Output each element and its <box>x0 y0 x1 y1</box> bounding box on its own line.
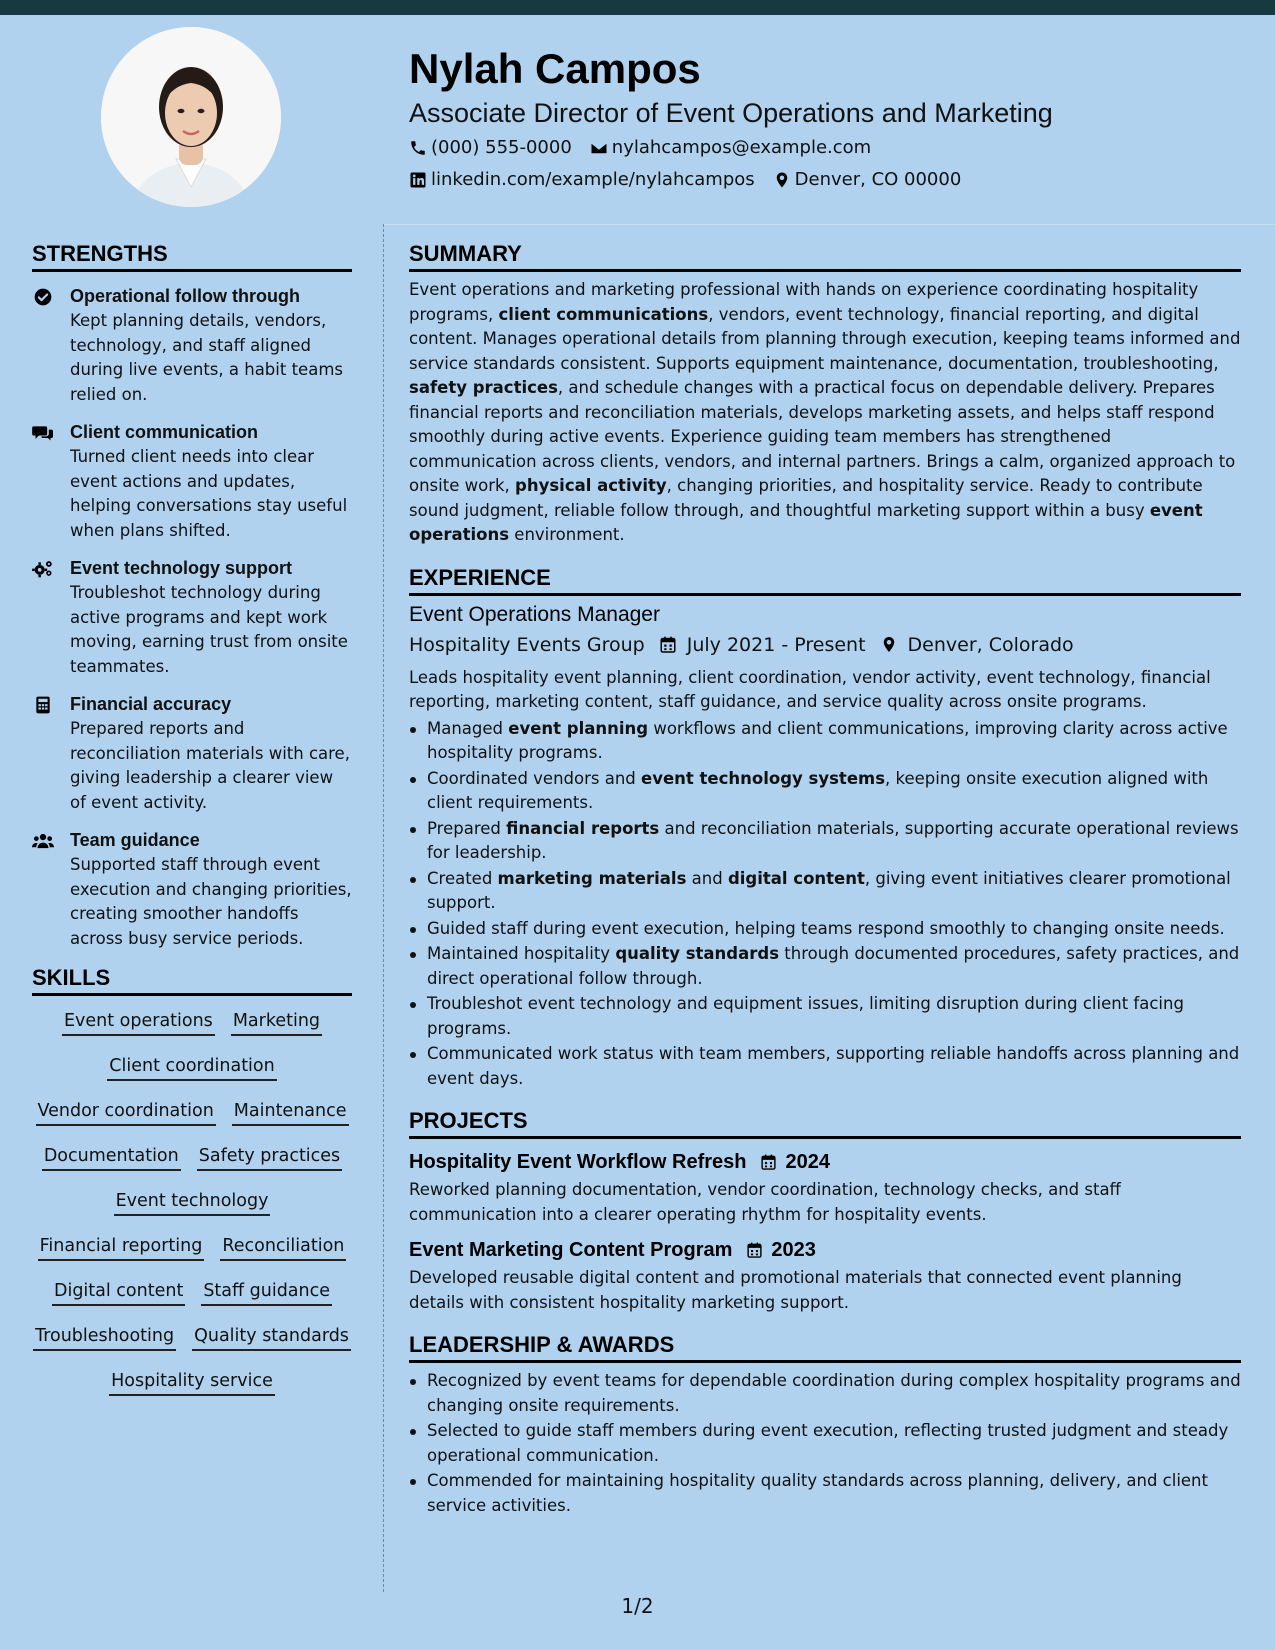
strength-title: Client communication <box>70 422 259 442</box>
skill-row <box>32 1053 352 1098</box>
leadership-bullet: Recognized by event teams for dependable coordination during complex hospitality programs and changing onsite requirements. <box>409 1369 1241 1418</box>
text-run: Prepared <box>427 818 507 838</box>
left-column <box>32 240 352 1413</box>
skill-row <box>32 1323 352 1368</box>
experience-bullet <box>409 992 1241 1041</box>
experience-bullet <box>409 1042 1241 1091</box>
map-pin-icon <box>880 635 898 654</box>
skill-row <box>32 1368 352 1413</box>
bold-keyword: quality standards <box>615 944 780 963</box>
contact-row-1 <box>409 132 1249 164</box>
project-header <box>409 1235 1241 1265</box>
strength-title: Financial accuracy <box>70 694 232 714</box>
job-location-text: Denver, Colorado <box>907 633 1074 656</box>
project-description: Developed reusable digital content and promotional materials that connected event planning details with consistent hospitality marketing support. <box>409 1268 1182 1312</box>
header-divider <box>384 224 1275 225</box>
skills-heading: SKILLS <box>32 964 352 996</box>
strength-item <box>32 692 352 815</box>
phone-number: (000) 555-0000 <box>431 137 572 158</box>
linkedin-icon <box>409 171 427 189</box>
experience-bullet <box>409 767 1241 816</box>
dates-text: July 2021 - Present <box>686 633 866 656</box>
bold-keyword: event technology systems <box>641 768 886 788</box>
skill-row <box>32 1278 352 1323</box>
location-contact <box>773 164 962 196</box>
strength-description: Troubleshot technology during active programs and kept work moving, earning trust from onsite teammates. <box>70 583 348 676</box>
text-run: through documented procedures, safety practices, and direct operational follow through. <box>427 944 1240 988</box>
text-run: , giving event initiatives clearer promotional support. <box>427 868 1231 912</box>
text-run: and <box>686 868 728 888</box>
linkedin-contact[interactable] <box>409 164 755 196</box>
profile-photo <box>101 27 281 207</box>
skill-chip: Quality standards <box>192 1323 351 1351</box>
project-title: Hospitality Event Workflow Refresh <box>409 1151 747 1173</box>
job-location <box>880 630 1074 660</box>
text-run: environment. <box>509 525 625 544</box>
bold-keyword: physical activity <box>515 476 667 495</box>
skill-chip: Maintenance <box>232 1098 349 1126</box>
project-year: 2024 <box>785 1151 830 1173</box>
skill-chip: Financial reporting <box>38 1233 205 1261</box>
strength-item <box>32 284 352 407</box>
skill-chip: Staff guidance <box>201 1278 332 1306</box>
map-pin-icon <box>773 171 791 189</box>
experience-description: Leads hospitality event planning, client coordination, vendor activity, event technology, financial reporting, marketing content, staff guidance, and service quality across onsite programs. <box>409 667 1211 711</box>
strength-title: Operational follow through <box>70 286 300 306</box>
skill-chip: Client coordination <box>107 1053 276 1081</box>
experience-job-title: Event Operations Manager <box>409 602 660 626</box>
employment-dates <box>659 630 866 660</box>
skill-chip: Marketing <box>231 1008 322 1036</box>
phone-icon <box>409 139 427 157</box>
text-run: workflows and client communications, improving clarity across active hospitality programs. <box>427 718 1228 762</box>
text-run: Maintained hospitality <box>427 944 616 963</box>
strength-description: Prepared reports and reconciliation materials with care, giving leadership a clearer view of event activity. <box>70 719 350 812</box>
envelope-icon <box>590 139 608 157</box>
text-run: Coordinated vendors and <box>427 768 642 788</box>
strength-title: Event technology support <box>70 558 293 578</box>
calendar-icon <box>746 1241 763 1259</box>
text-run: , keeping onsite execution aligned with client requirements. <box>427 768 1209 812</box>
contact-row-2 <box>409 164 1249 196</box>
phone-contact <box>409 132 572 164</box>
summary-heading: SUMMARY <box>409 240 1241 272</box>
strength-title: Team guidance <box>70 830 200 850</box>
strength-description: Supported staff through event execution and changing priorities, creating smoother handoffs across busy service periods. <box>70 855 352 948</box>
bold-keyword: event operations <box>409 500 1203 544</box>
experience-bullet <box>409 942 1241 991</box>
experience-bullets <box>409 717 1241 1092</box>
skill-row <box>32 1143 352 1188</box>
summary-text <box>409 278 1241 548</box>
experience-bullet <box>409 717 1241 766</box>
people-group-icon <box>32 828 70 951</box>
skill-chip: Vendor coordination <box>36 1098 216 1126</box>
skill-chip: Reconciliation <box>220 1233 346 1261</box>
strength-description: Kept planning details, vendors, technology, and staff aligned during live events, a habit teams relied on. <box>70 311 343 404</box>
skill-row <box>32 1008 352 1053</box>
project-title: Event Marketing Content Program <box>409 1239 733 1261</box>
text-run: Managed <box>427 718 509 738</box>
text-run: and reconciliation materials, supporting accurate operational reviews for leadership. <box>427 818 1239 862</box>
experience-meta <box>409 630 1241 660</box>
chat-bubbles-icon <box>32 420 70 543</box>
project-item <box>409 1235 1241 1315</box>
skill-chip: Event technology <box>114 1188 271 1216</box>
text-run: , and schedule changes with a practical focus on dependable delivery. Prepares financial reports and reconciliation materials, develops marketing assets, and helps staff respond smoothly during active events. Experience guiding team members has strengthened communication across clients, vendors, and internal partners. Brings a calm, organized approach to onsite work, <box>409 378 1236 495</box>
skill-chip: Troubleshooting <box>33 1323 176 1351</box>
strength-item <box>32 420 352 543</box>
job-title-headline: Associate Director of Event Operations and Marketing <box>409 98 1053 128</box>
experience-heading: EXPERIENCE <box>409 564 1241 596</box>
project-header <box>409 1147 1241 1177</box>
bold-keyword: event planning <box>508 718 649 738</box>
bold-keyword: marketing materials <box>497 868 687 888</box>
strength-item <box>32 828 352 951</box>
page-number: 1/2 <box>621 1594 654 1618</box>
text-run: Created <box>427 868 498 888</box>
strength-item <box>32 556 352 679</box>
experience-bullet <box>409 867 1241 916</box>
gears-icon <box>32 556 70 679</box>
experience-bullet <box>409 917 1241 942</box>
check-circle-icon <box>32 284 70 407</box>
location-text: Denver, CO 00000 <box>794 169 962 190</box>
bold-keyword: safety practices <box>409 378 558 397</box>
skill-chip: Hospitality service <box>109 1368 275 1396</box>
text-run: Event operations and marketing professional with hands on experience coordinating hospitality programs, <box>409 280 1199 324</box>
bold-keyword: financial reports <box>506 818 660 838</box>
right-column <box>409 240 1241 1519</box>
project-year: 2023 <box>771 1239 816 1261</box>
leadership-bullet: Commended for maintaining hospitality quality standards across planning, delivery, and client service activities. <box>409 1469 1241 1518</box>
strengths-heading: STRENGTHS <box>32 240 352 272</box>
resume-header <box>409 40 1249 196</box>
strengths-list <box>32 284 352 951</box>
projects-heading: PROJECTS <box>409 1107 1241 1139</box>
column-divider <box>383 224 384 1592</box>
bold-keyword: digital content <box>727 868 865 888</box>
skills-list <box>32 1008 352 1413</box>
text-run: , changing priorities, and hospitality service. Ready to contribute sound judgment, reliable follow through, and thoughtful marketing support within a busy <box>409 476 1203 520</box>
company-text: Hospitality Events Group <box>409 633 645 656</box>
email-contact[interactable] <box>590 132 871 164</box>
leadership-bullet: Selected to guide staff members during event execution, reflecting trusted judgment and steady operational communication. <box>409 1419 1241 1468</box>
skill-chip: Documentation <box>42 1143 181 1171</box>
company-name <box>409 630 645 660</box>
calendar-icon <box>659 635 677 654</box>
linkedin-url[interactable]: linkedin.com/example/nylahcampos <box>431 169 755 190</box>
projects-list <box>409 1147 1241 1315</box>
text-run: Communicated work status with team members, supporting reliable handoffs across planning and event days. <box>427 1044 1240 1088</box>
leadership-bullets <box>409 1369 1241 1518</box>
skill-chip: Digital content <box>52 1278 185 1306</box>
text-run: Troubleshot event technology and equipment issues, limiting disruption during client facing programs. <box>427 994 1184 1038</box>
project-item <box>409 1147 1241 1227</box>
text-run: , vendors, event technology, financial reporting, and digital content. Manages operational details from planning through execution, keeping teams informed and service standards consistent. Supports equipment maintenance, documentation, troubleshooting, <box>409 304 1241 373</box>
text-run: Guided staff during event execution, helping teams respond smoothly to changing onsite needs. <box>427 918 1225 938</box>
experience-bullet <box>409 817 1241 866</box>
skill-row <box>32 1233 352 1278</box>
top-accent-bar <box>0 0 1275 15</box>
calendar-icon <box>760 1153 777 1171</box>
portrait-illustration <box>101 27 281 207</box>
project-description: Reworked planning documentation, vendor coordination, technology checks, and staff communication into a clearer operating rhythm for hospitality events. <box>409 1180 1121 1224</box>
leadership-heading: LEADERSHIP & AWARDS <box>409 1331 1241 1363</box>
bold-keyword: client communications <box>498 304 709 324</box>
skill-row <box>32 1098 352 1143</box>
skill-chip: Event operations <box>62 1008 215 1036</box>
strength-description: Turned client needs into clear event actions and updates, helping conversations stay useful when plans shifted. <box>70 447 348 540</box>
skill-row <box>32 1188 352 1233</box>
calculator-icon <box>32 692 70 815</box>
skill-chip: Safety practices <box>197 1143 342 1171</box>
email-address[interactable]: nylahcampos@example.com <box>611 137 872 158</box>
candidate-name: Nylah Campos <box>409 45 701 92</box>
